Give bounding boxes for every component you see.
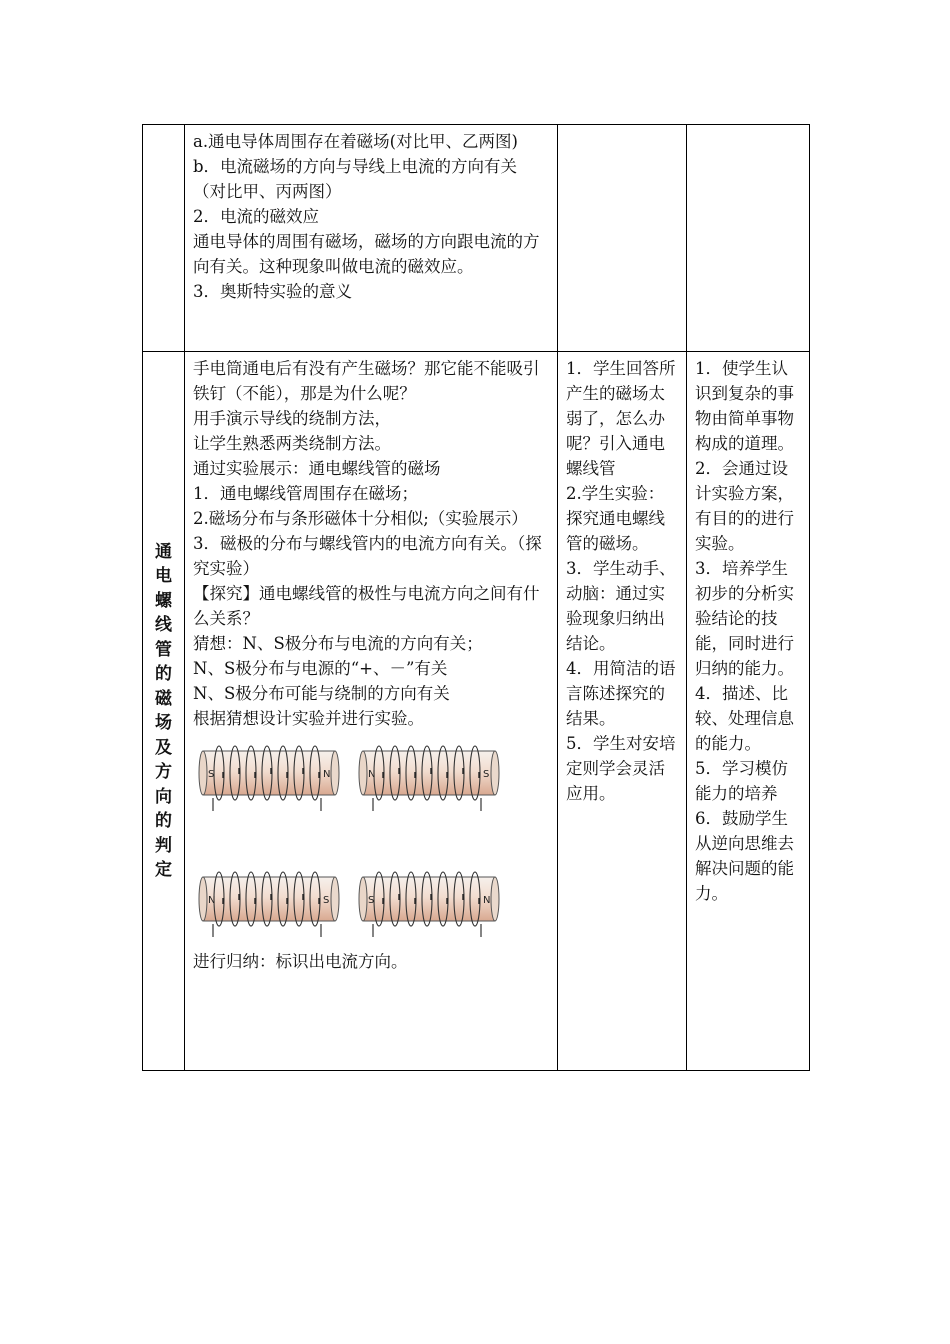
text-line: 2．会通过设计实验方案，有目的的进行实验。 xyxy=(695,459,794,553)
solenoid-figure xyxy=(195,863,345,939)
content-cell xyxy=(185,352,558,1071)
pole-label: S xyxy=(323,895,330,906)
student-activity-cell xyxy=(558,352,687,1071)
text-line: 用手演示导线的绕制方法， xyxy=(193,409,391,428)
solenoid-figure xyxy=(195,737,345,813)
text-line: 3．学生动手、动脑：通过实验现象归纳出结论。 xyxy=(566,559,676,653)
text-line: 猜想：N、S极分布与电流的方向有关； xyxy=(193,634,483,653)
pole-label: N xyxy=(323,769,331,780)
text-line: 2．电流的磁效应 xyxy=(193,207,319,226)
text-line: N、S极分布可能与绕制的方向有关 xyxy=(193,684,450,703)
text-line: b．电流磁场的方向与导线上电流的方向有关（对比甲、丙两图） xyxy=(193,157,518,201)
design-intent-cell xyxy=(687,125,810,352)
student-activity-cell xyxy=(558,125,687,352)
text-line: 根据猜想设计实验并进行实验。 xyxy=(193,709,424,728)
text-line: N、S极分布与电源的“+、－”有关 xyxy=(193,659,448,678)
text-line: 通电导体的周围有磁场，磁场的方向跟电流的方向有关。这种现象叫做电流的磁效应。 xyxy=(193,232,540,276)
text-line: 6．鼓励学生从逆向思维去解决问题的能力。 xyxy=(695,809,794,903)
table-row xyxy=(143,352,810,1071)
pole-label: S xyxy=(368,895,375,906)
lesson-plan-table xyxy=(142,124,810,1071)
pole-label: N xyxy=(483,895,491,906)
topic-cell xyxy=(143,352,185,1071)
text-line: 3．磁极的分布与螺线管内的电流方向有关。（探究实验） xyxy=(193,534,542,578)
solenoid-diagram xyxy=(355,863,505,939)
text-line: 【探究】通电螺线管的极性与电流方向之间有什么关系？ xyxy=(193,584,540,628)
text-line: 1．使学生认识到复杂的事物由简单事物构成的道理。 xyxy=(695,359,794,453)
text-line: 进行归纳：标识出电流方向。 xyxy=(193,952,408,971)
pole-label: S xyxy=(208,769,215,780)
text-line: 2.学生实验：探究通电螺线管的磁场。 xyxy=(566,484,665,553)
pole-label: S xyxy=(483,769,490,780)
solenoid-figure xyxy=(355,737,505,813)
topic-cell xyxy=(143,125,185,352)
text-line: 通过实验展示：通电螺线管的磁场 xyxy=(193,459,441,478)
text-line: a.通电导体周围存在着磁场(对比甲、乙两图) xyxy=(193,132,518,151)
text-line: 4．描述、比较、处理信息的能力。 xyxy=(695,684,794,753)
pole-label: N xyxy=(208,895,216,906)
pole-label: N xyxy=(368,769,376,780)
solenoid-figures xyxy=(195,737,550,939)
text-line: 让学生熟悉两类绕制方法。 xyxy=(193,434,391,453)
text-line: 5．学习模仿能力的培养 xyxy=(695,759,788,803)
text-line: 4．用简洁的语言陈述探究的结果。 xyxy=(566,659,676,728)
text-line: 手电筒通电后有没有产生磁场？那它能不能吸引铁钉（不能），那是为什么呢？ xyxy=(193,359,540,403)
content-cell xyxy=(185,125,558,352)
solenoid-figure xyxy=(355,863,505,939)
text-line: 3．培养学生初步的分析实验结论的技能，同时进行归纳的能力。 xyxy=(695,559,794,678)
solenoid-diagram xyxy=(195,863,345,939)
topic-title: 通电螺线管的磁场及方向的判定 xyxy=(155,541,172,880)
text-line: 5．学生对安培定则学会灵活应用。 xyxy=(566,734,676,803)
table-row xyxy=(143,125,810,352)
text-line: 3．奥斯特实验的意义 xyxy=(193,282,352,301)
text-line: 2.磁场分布与条形磁体十分相似;（实验展示） xyxy=(193,509,528,528)
text-line: 1．通电螺线管周围存在磁场； xyxy=(193,484,418,503)
solenoid-diagram xyxy=(355,737,505,813)
solenoid-diagram xyxy=(195,737,345,813)
text-line: 1．学生回答所产生的磁场太弱了，怎么办呢？引入通电螺线管 xyxy=(566,359,676,478)
design-intent-cell xyxy=(687,352,810,1071)
